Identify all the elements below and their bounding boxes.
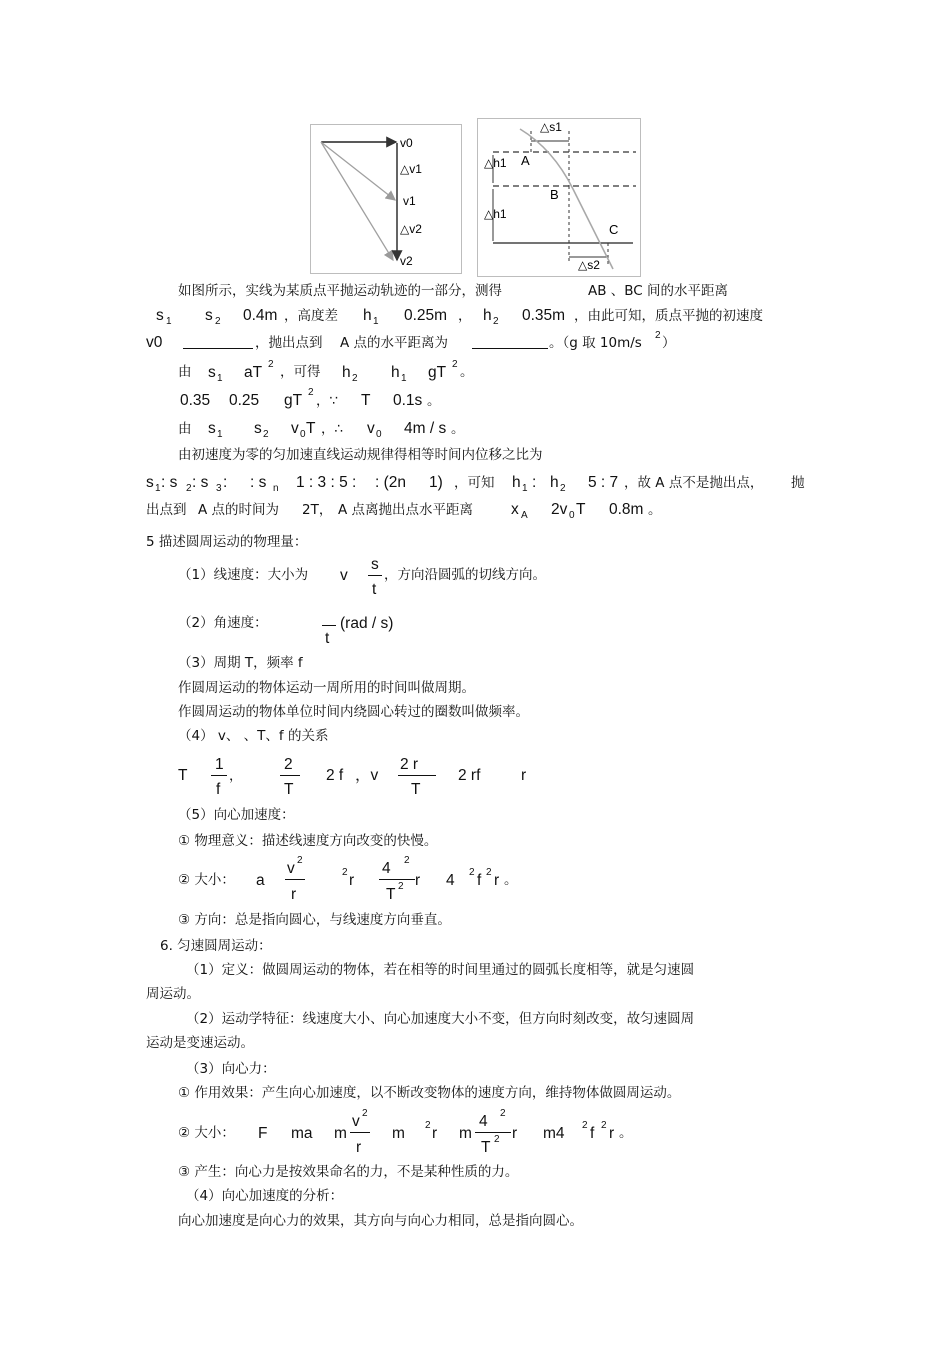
label-v0: v0: [400, 136, 413, 150]
centripetal-acc-direction: ③ 方向：总是指向圆心，与线速度方向垂直。: [178, 912, 451, 928]
trajectory-figure: [477, 118, 641, 277]
section-5-heading: 5 描述圆周运动的物理量：: [146, 534, 308, 550]
label-dh1-a: △h1: [484, 156, 507, 170]
example-line-1-tail: AB 、BC 间的水平距离: [588, 283, 729, 299]
label-ds1: △s1: [540, 120, 562, 134]
trajectory-curve: [520, 129, 613, 269]
example-line-1: 如图所示，实线为某质点平抛运动轨迹的一部分，测得: [178, 283, 502, 299]
definition-line-1: （1）定义：做圆周运动的物体，若在相等的时间里通过的圆弧长度相等，就是匀速圆: [186, 962, 695, 978]
blank-distance: [472, 348, 548, 349]
label-dv2: △v2: [400, 222, 422, 236]
acc-analysis-title: （4）向心加速度的分析：: [186, 1188, 344, 1204]
velocity-vector-figure: [310, 124, 462, 274]
centripetal-acc-meaning: ① 物理意义：描述线速度方向改变的快慢。: [178, 833, 438, 849]
kinematics-line-1: （2）运动学特征：线速度大小、向心加速度大小不变，但方向时刻改变，故匀速圆周: [186, 1011, 695, 1027]
label-point-c: C: [609, 222, 619, 237]
label-point-b: B: [550, 187, 559, 202]
acc-analysis-text: 向心加速度是向心力的效果，其方向与向心力相同，总是指向圆心。: [178, 1213, 583, 1229]
force-origin: ③ 产生：向心力是按效果命名的力，不是某种性质的力。: [178, 1164, 519, 1180]
v2-arrow: [321, 142, 393, 260]
blank-v0: [183, 348, 253, 349]
label-dh1-b: △h1: [484, 207, 507, 221]
definition-line-2: 周运动。: [146, 986, 200, 1002]
label-v2: v2: [400, 254, 413, 268]
trajectory-diagram: [478, 119, 640, 276]
centripetal-acc-title: （5）向心加速度：: [178, 807, 295, 823]
kinematics-line-2: 运动是变速运动。: [146, 1035, 254, 1051]
relation-title: （4） v、 、T、f 的关系: [178, 728, 329, 744]
label-point-a: A: [521, 153, 530, 168]
v1-arrow: [321, 142, 395, 200]
centripetal-force-title: （3）向心力：: [186, 1061, 276, 1077]
period-frequency-title: （3）周期 T，频率 f: [178, 655, 303, 671]
solution-line-4: 由初速度为零的匀加速直线运动规律得相等时间内位移之比为: [178, 447, 543, 463]
period-definition: 作圆周运动的物体运动一周所用的时间叫做周期。: [178, 680, 475, 696]
label-ds2: △s2: [578, 258, 600, 272]
frequency-definition: 作圆周运动的物体单位时间内绕圆心转过的圈数叫做频率。: [178, 704, 529, 720]
label-dv1: △v1: [400, 162, 422, 176]
label-v1: v1: [403, 194, 416, 208]
section-6-heading: 6. 匀速圆周运动：: [160, 938, 272, 954]
velocity-vector-diagram: [311, 125, 461, 273]
force-effect: ① 作用效果：产生向心加速度，以不断改变物体的速度方向，维持物体做圆周运动。: [178, 1085, 681, 1101]
